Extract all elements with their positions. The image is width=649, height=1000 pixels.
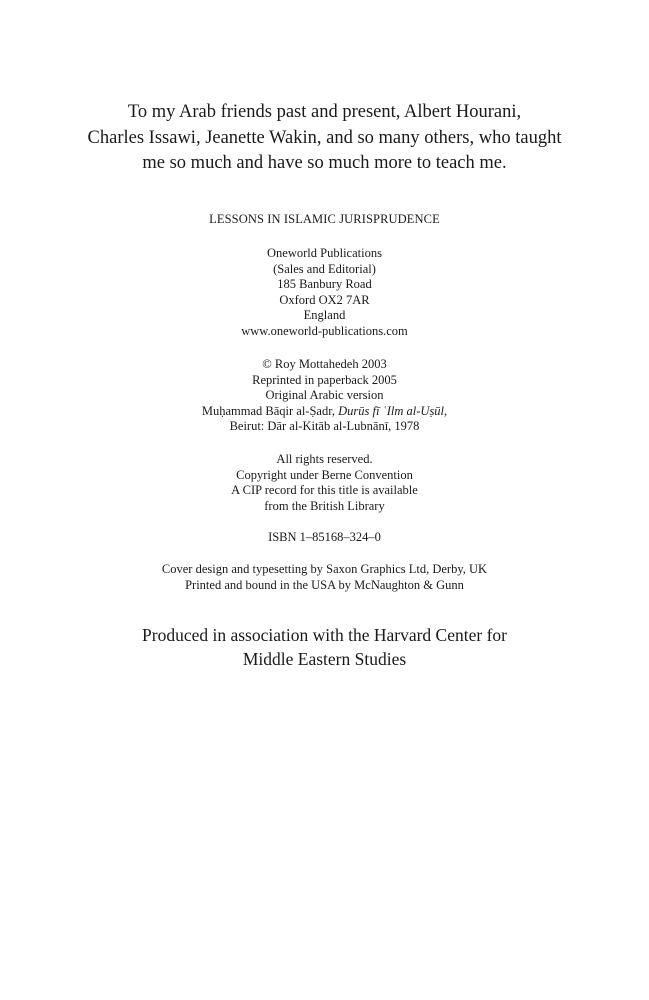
rights-line: All rights reserved.: [276, 452, 373, 466]
publisher-address: [0, 246, 649, 339]
association-line: Middle Eastern Studies: [242, 648, 407, 669]
rights-statement: [0, 452, 649, 514]
credits-line: Cover design and typesetting by Saxon Graphics Ltd, Derby, UK: [161, 562, 488, 576]
isbn: ISBN 1–85168–324–0: [268, 530, 381, 544]
dedication: [0, 100, 649, 177]
credits-line: Printed and bound in the USA by McNaughton & Gunn: [185, 577, 464, 592]
original-work-line: [0, 404, 649, 420]
publisher-website: www.oneworld-publications.com: [241, 323, 408, 338]
original-work-title: Durūs fī ʿIlm al-Uṣūl: [338, 403, 445, 418]
dedication-line: To my Arab friends past and present, Albert Hourani,: [127, 102, 522, 122]
association-statement: [0, 624, 649, 671]
dedication-line: me so much and have so much more to teach me.: [142, 153, 507, 173]
original-imprint-line: Beirut: Dār al-Kitāb al-Lubnānī, 1978: [229, 419, 420, 433]
rights-line: Copyright under Berne Convention: [236, 467, 413, 482]
original-work-comma: ,: [444, 403, 448, 418]
book-title: LESSONS IN ISLAMIC JURISPRUDENCE: [209, 212, 440, 226]
original-author: Muḥammad Bāqir al-Ṣadr,: [201, 403, 339, 418]
publisher-division: (Sales and Editorial): [273, 261, 376, 276]
production-credits: [0, 562, 649, 593]
reprint-line: Reprinted in paperback 2005: [252, 372, 397, 387]
copyright-notice: [0, 357, 649, 435]
publisher-street: 185 Banbury Road: [277, 277, 372, 291]
publisher-name: Oneworld Publications: [267, 246, 382, 260]
dedication-line: Charles Issawi, Jeanette Wakin, and so many others, who taught: [87, 127, 562, 148]
rights-line: from the British Library: [264, 498, 385, 513]
association-line: Produced in association with the Harvard Center for: [142, 625, 507, 645]
publisher-country: England: [303, 308, 346, 322]
original-version-line: Original Arabic version: [265, 388, 384, 402]
rights-line: A CIP record for this title is available: [231, 483, 418, 497]
copyright-line: © Roy Mottahedeh 2003: [262, 357, 387, 371]
publisher-city: Oxford OX2 7AR: [279, 292, 370, 307]
